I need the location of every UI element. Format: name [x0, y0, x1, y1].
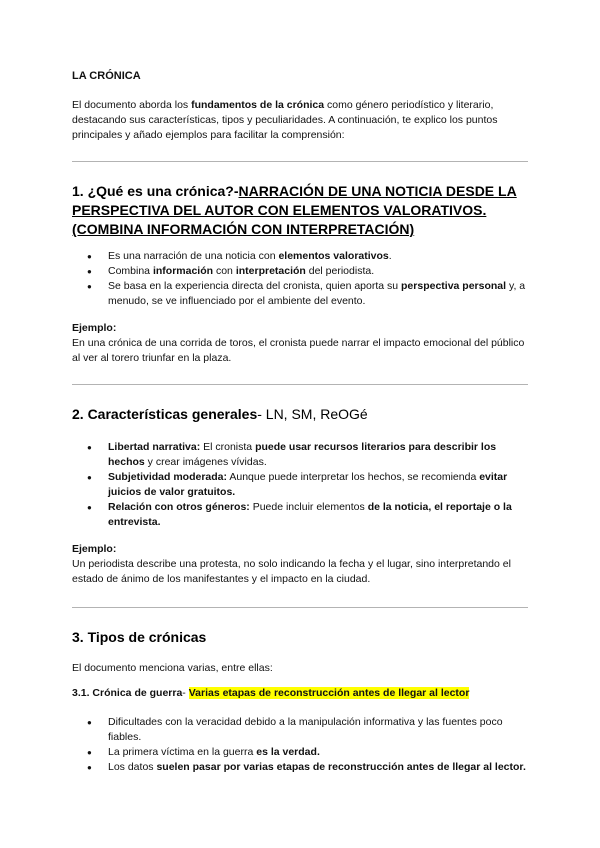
example-label: Ejemplo: — [72, 543, 117, 555]
list-item — [72, 745, 528, 760]
document-title: LA CRÓNICA — [72, 70, 141, 82]
section-3-list — [72, 715, 528, 775]
list-item-bold: elementos valorativos — [278, 250, 389, 262]
section-1-heading — [72, 182, 528, 239]
list-item-text: Combina — [108, 265, 153, 277]
list-item-text: El cronista — [200, 441, 256, 453]
list-item-text: Aunque puede interpretar los hechos, se recomienda — [227, 471, 480, 483]
list-item-bold: información — [152, 265, 214, 277]
section-2-heading-suffix: - LN, SM, ReOGé — [257, 406, 368, 422]
list-item-bold: suelen pasar por varias etapas de reconstrucción antes de llegar al lector. — [156, 761, 526, 773]
list-item — [72, 470, 528, 500]
list-item-text: con — [213, 265, 236, 277]
list-item-text: . — [388, 250, 392, 262]
list-item-text: y, a menudo, se ve influenciado por el ambiente del evento. — [108, 280, 526, 307]
example-text: Un periodista describe una protesta, no solo indicando la fecha y el lugar, sino interpretando el estado de ánimo de los manifestantes y el impacto en la ciudad. — [72, 558, 511, 585]
section-1-heading-plain: 1. ¿Qué es una crónica?- — [72, 183, 239, 199]
section-2-heading-text: 2. Características generales — [72, 406, 258, 422]
intro-text-2: como género periodístico y literario, destacando sus características, tipos y peculiaridades. A continuación, te explico los puntos principales y añado ejemplos para facilitar la comprensión: — [72, 99, 498, 141]
intro-text: El documento aborda los — [72, 99, 192, 111]
list-item-text: Es una narración de una noticia con — [108, 250, 279, 262]
list-item-bold: Subjetividad moderada: — [108, 471, 228, 483]
subsection-dash: - — [182, 687, 189, 699]
list-item-bold: interpretación — [235, 265, 306, 277]
section-divider — [72, 607, 528, 608]
list-item-bold: de la noticia, el reportaje o la entrevista. — [108, 501, 512, 528]
list-item — [72, 760, 528, 775]
list-item-bold: puede usar recursos literarios para describir los hechos — [108, 441, 497, 468]
list-item — [72, 264, 528, 279]
example-label: Ejemplo: — [72, 322, 117, 334]
list-item-text: Puede incluir elementos — [249, 501, 368, 513]
list-item-text: del periodista. — [305, 265, 375, 277]
section-divider — [72, 384, 528, 385]
list-item-text: Dificultades con la veracidad debido a la manipulación informativa y las fuentes poco fiables. — [108, 716, 503, 743]
intro-bold: fundamentos de la crónica — [191, 99, 325, 111]
list-item-bold: evitar juicios de valor gratuitos. — [108, 471, 508, 498]
subsection-label: 3.1. Crónica de guerra — [72, 687, 183, 699]
list-item-bold: es la verdad. — [256, 746, 320, 758]
intro-paragraph — [72, 98, 528, 143]
list-item-text: Los datos — [108, 761, 157, 773]
section-1-list — [72, 249, 528, 309]
section-2-list — [72, 440, 528, 530]
section-3-intro: El documento menciona varias, entre ellas: — [72, 662, 273, 674]
section-divider — [72, 161, 528, 162]
example-text: En una crónica de una corrida de toros, el cronista puede narrar el impacto emocional del público al ver al torero triunfar en la plaza. — [72, 337, 525, 364]
list-item — [72, 500, 528, 530]
list-item-text: y crear imágenes vívidas. — [144, 456, 267, 468]
list-item-bold: Libertad narrativa: — [108, 441, 201, 453]
list-item — [72, 715, 528, 745]
list-item-text: La primera víctima en la guerra — [108, 746, 257, 758]
list-item — [72, 279, 528, 309]
section-3-heading: 3. Tipos de crónicas — [72, 629, 207, 645]
highlighted-text: Varias etapas de reconstrucción antes de llegar al lector — [188, 687, 470, 699]
list-item-text: Se basa en la experiencia directa del cronista, quien aporta su — [108, 280, 402, 292]
list-item-bold: perspectiva personal — [401, 280, 507, 292]
list-item-bold: Relación con otros géneros: — [108, 501, 250, 513]
section-1-heading-underlined: NARRACIÓN DE UNA NOTICIA DESDE LA PERSPECTIVA DEL AUTOR CON ELEMENTOS VALORATIVOS. (COMBINA INFORMACIÓN CON INTERPRETACIÓN) — [72, 183, 517, 237]
section-2-heading — [72, 405, 528, 424]
list-item — [72, 440, 528, 470]
list-item — [72, 249, 528, 264]
document-page — [72, 70, 528, 775]
subsection-3-1-heading — [72, 686, 528, 701]
